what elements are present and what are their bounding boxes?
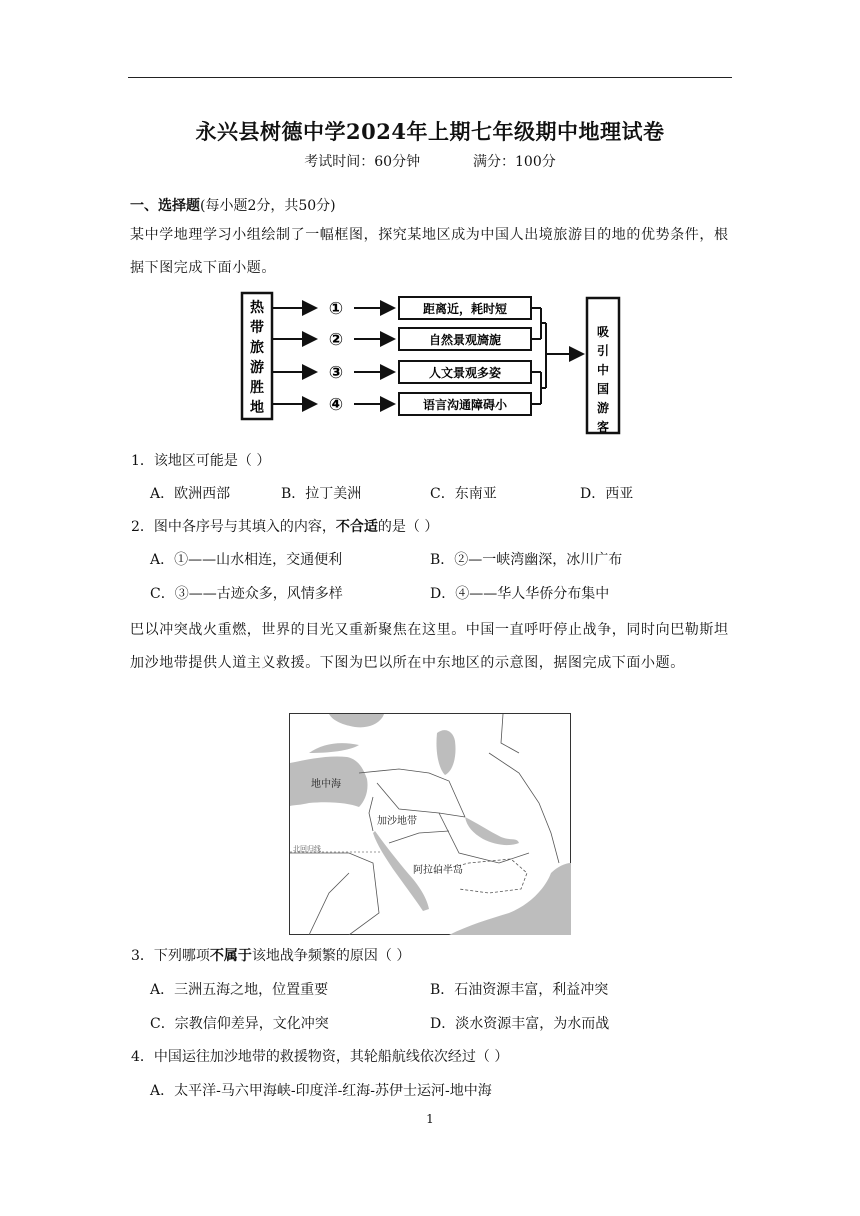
q2-stem [131,517,438,537]
right-box-char: 吸 [596,325,610,339]
item-label: 语言沟通障碍小 [422,398,508,412]
left-box-char: 地 [250,400,264,416]
left-box-char: 胜 [250,380,264,396]
q2-option-d: D．④——华人华侨分布集中 [430,586,610,602]
intro-paragraph-1: 某中学地理学习小组绘制了一幅框图，探究某地区成为中国人出境旅游目的地的优势条件，根据下图完成下面小题。 [130,227,729,276]
right-box-char: 中 [596,363,610,377]
intro-paragraph-2: 巴以冲突战火重燃，世界的目光又重新聚焦在这里。中国一直呼吁停止战争，同时向巴勒斯坦加沙地带提供人道主义救援。下图为巴以所在中东地区的示意图，据图完成下面小题。 [130,622,729,671]
q1-option-c: C．东南亚 [430,486,497,502]
map-label-mediterranean: 地中海 [311,779,341,790]
right-box-char: 国 [596,382,610,396]
q2-stem-emphasis: 不合适 [335,519,378,535]
exam-info [0,151,860,171]
right-box-text [597,325,609,434]
exam-time: 考试时间：60分钟 [304,154,421,170]
left-box-char: 旅 [250,340,264,356]
flow-diagram [236,290,626,436]
q4-option-a: A．太平洋-马六甲海峡-印度洋-红海-苏伊士运河-地中海 [150,1083,492,1099]
right-box-char: 游 [596,401,610,415]
q3-option-b: B．石油资源丰富，利益冲突 [430,982,609,998]
item-label: 自然景观旖旎 [428,333,502,347]
top-rule [128,77,732,78]
right-box-char: 客 [596,420,610,434]
q3-stem-text: 3．下列哪项 [131,948,210,964]
q2-option-b: B．②—一峡湾幽深，冰川广布 [430,552,623,568]
q1-option-a: A．欧洲西部 [150,486,231,502]
exam-title: 永兴县树德中学2024年上期七年级期中地理试卷 [195,119,665,144]
section-note: (每小题2分，共50分) [200,198,336,214]
left-box-char: 游 [250,360,264,376]
left-box-char: 带 [250,320,264,336]
q3-option-d: D．淡水资源丰富，为水而战 [430,1016,610,1032]
q4-stem: 4．中国运往加沙地带的救援物资，其轮船航线依次经过（ ） [131,1049,509,1065]
left-box-text [250,299,265,416]
circled-number: ③ [328,363,344,383]
q3-stem [131,946,410,966]
circled-number: ① [328,299,344,319]
q3-option-c: C．宗教信仰差异，文化冲突 [150,1016,329,1032]
q1-option-d: D．西亚 [580,486,634,502]
map-label-gaza: 加沙地带 [377,816,417,827]
circled-number: ② [328,330,344,350]
right-box-char: 引 [596,344,610,358]
full-score: 满分：100分 [473,154,556,170]
q2-stem-tail: 的是（ ） [377,519,439,535]
circled-number: ④ [328,395,344,415]
page-number: 1 [426,1112,434,1126]
section-name: 一、选择题 [130,198,200,214]
q2-option-c: C．③——古迹众多，风情多样 [150,586,343,602]
q1-stem: 1．该地区可能是（ ） [131,453,271,469]
map-label-tropic: 北回归线 [293,845,321,853]
q3-stem-emphasis: 不属于 [209,948,252,964]
middle-east-map [289,713,571,935]
item-label: 人文景观多姿 [428,366,502,380]
q2-option-a: A．①——山水相连，交通便利 [150,552,343,568]
item-label: 距离近，耗时短 [422,302,508,316]
map-label-arabia: 阿拉伯半岛 [413,865,463,876]
q1-option-b: B．拉丁美洲 [281,486,362,502]
q3-stem-tail: 该地战争频繁的原因（ ） [251,948,411,964]
left-box-char: 热 [250,300,264,316]
q2-stem-text: 2．图中各序号与其填入的内容， [131,519,336,535]
q3-option-a: A．三洲五海之地，位置重要 [150,982,329,998]
section-heading [130,196,336,216]
